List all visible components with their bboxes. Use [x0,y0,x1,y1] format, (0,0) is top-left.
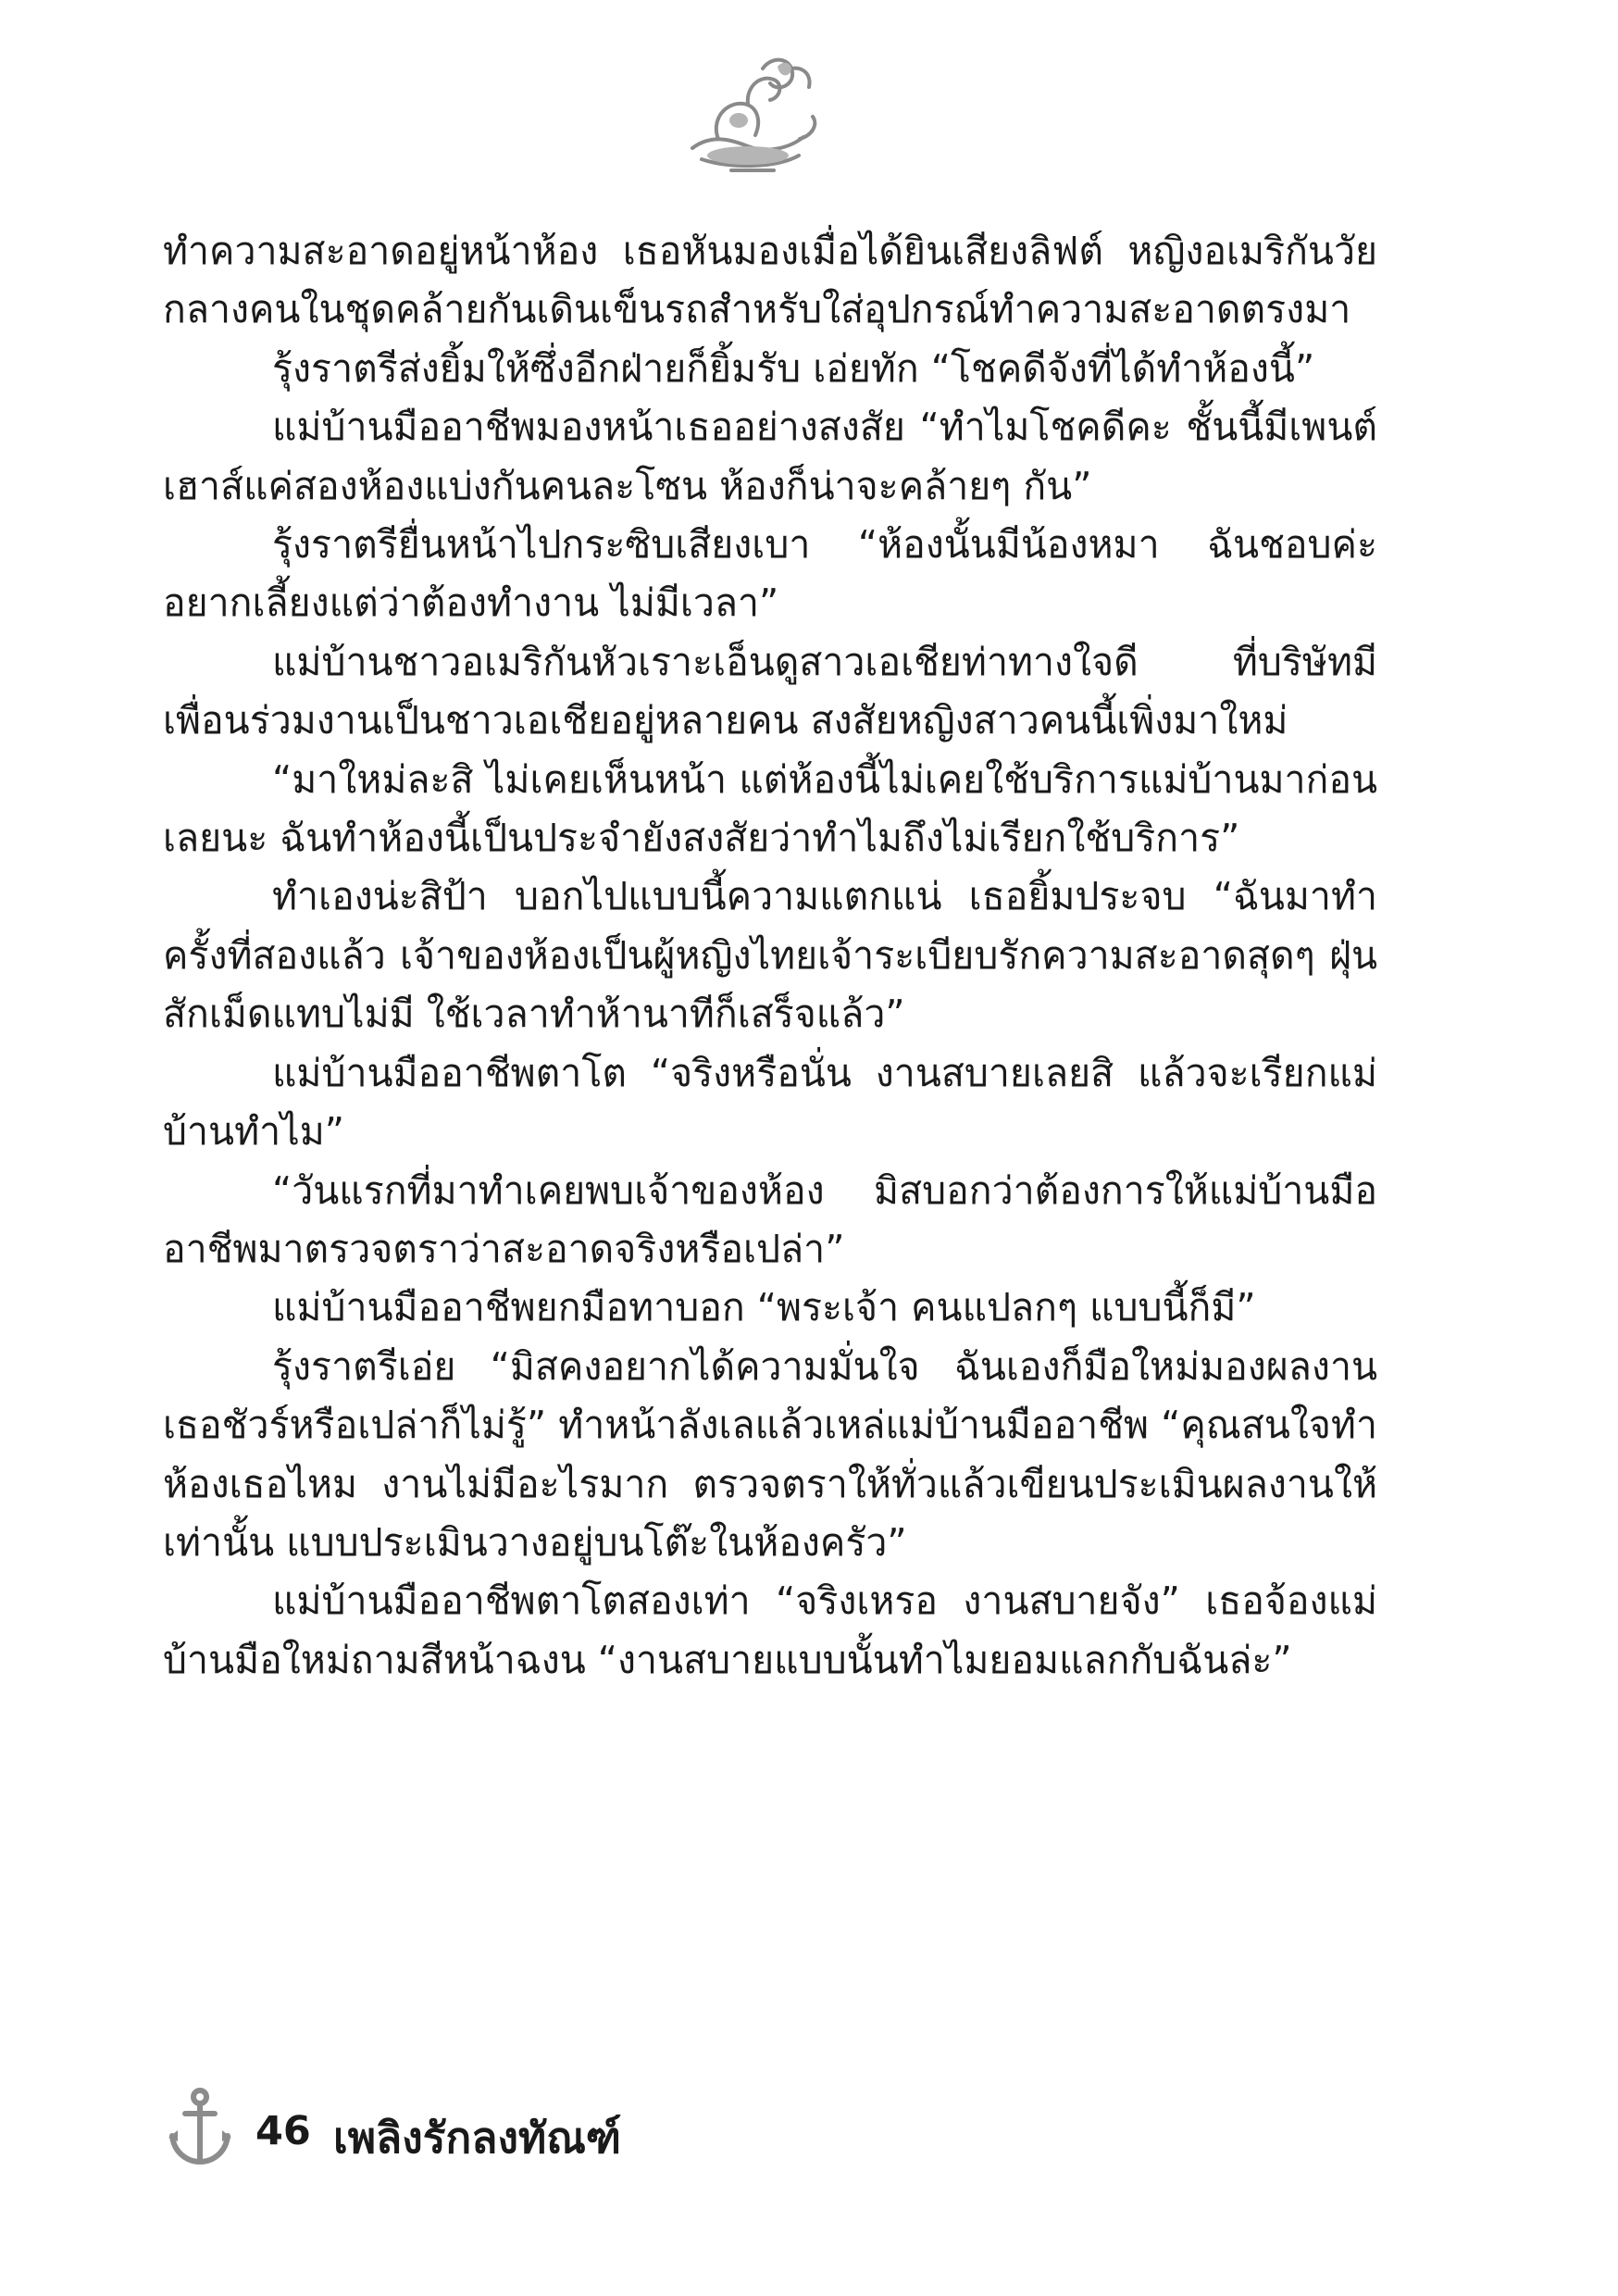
paragraph: ทำเองน่ะสิป้า บอกไปแบบนี้ความแตกแน่ เธอยิ้มประจบ “ฉันมาทำครั้งที่สองแล้ว เจ้าของห้องเป็นผู้หญิงไทยเจ้าระเบียบรักความสะอาดสุดๆ ฝุ่นสักเม็ดแทบไม่มี ใช้เวลาทำห้านาทีก็เสร็จแล้ว” [163,874,1377,1037]
page-footer [167,2088,815,2171]
paragraph: แม่บ้านชาวอเมริกันหัวเราะเอ็นดูสาวเอเชียท่าทางใจดี ที่บริษัทมีเพื่อนร่วมงานเป็นชาวเอเชียอยู่หลายคน สงสัยหญิงสาวคนนี้เพิ่งมาใหม่ [163,639,1377,743]
page-number: 46 [255,2108,311,2154]
paragraph: แม่บ้านมืออาชีพตาโต “จริงหรือนั่น งานสบายเลยสิ แล้วจะเรียกแม่บ้านทำไม” [163,1050,1377,1154]
paragraph: รุ้งราตรียื่นหน้าไปกระซิบเสียงเบา “ห้องนั้นมีน้องหมา ฉันชอบค่ะ อยากเลี้ยงแต่ว่าต้องทำงาน ไม่มีเวลา” [163,522,1377,626]
paragraph: รุ้งราตรีเอ่ย “มิสคงอยากได้ความมั่นใจ ฉันเองก็มือใหม่มองผลงานเธอชัวร์หรือเปล่าก็ไม่รู้” ทำหน้าลังเลแล้วเหล่แม่บ้านมืออาชีพ “คุณสนใจทำห้องเธอไหม งานไม่มีอะไรมาก ตรวจตราให้ทั่วแล้วเขียนประเมินผลงานให้เท่านั้น แบบประเมินวางอยู่บนโต๊ะในห้องครัว” [163,1343,1377,1565]
book-title: เพลิงรักลงทัณฑ์ [333,2113,622,2163]
paragraph: ทำความสะอาดอยู่หน้าห้อง เธอหันมองเมื่อได้ยินเสียงลิฟต์ หญิงอเมริกันวัยกลางคนในชุดคล้ายกันเดินเข็นรถสำหรับใส่อุปกรณ์ทำความสะอาดตรงมา [163,229,1377,332]
body-text [163,222,1377,1690]
paragraph: แม่บ้านมืออาชีพตาโตสองเท่า “จริงเหรอ งานสบายจัง” เธอจ้องแม่บ้านมือใหม่ถามสีหน้าฉงน “งานสบายแบบนั้นทำไมยอมแลกกับฉันล่ะ” [163,1578,1377,1682]
paragraph: รุ้งราตรีส่งยิ้มให้ซึ่งอีกฝ่ายก็ยิ้มรับ เอ่ยทัก “โชคดีจังที่ได้ทำห้องนี้” [272,345,1315,391]
paragraph: แม่บ้านมืออาชีพมองหน้าเธออย่างสงสัย “ทำไมโชคดีคะ ชั้นนี้มีเพนต์เฮาส์แค่สองห้องแบ่งกันคนละโซน ห้องก็น่าจะคล้ายๆ กัน” [163,405,1377,508]
anchor-icon [167,2088,233,2167]
genie-lamp-icon [674,46,822,185]
paragraph: “มาใหม่ละสิ ไม่เคยเห็นหน้า แต่ห้องนี้ไม่เคยใช้บริการแม่บ้านมาก่อนเลยนะ ฉันทำห้องนี้เป็นประจำยังสงสัยว่าทำไมถึงไม่เรียกใช้บริการ” [163,756,1377,861]
paragraph: แม่บ้านมืออาชีพยกมือทาบอก “พระเจ้า คนแปลกๆ แบบนี้ก็มี” [272,1285,1256,1330]
paragraph: “วันแรกที่มาทำเคยพบเจ้าของห้อง มิสบอกว่าต้องการให้แม่บ้านมืออาชีพมาตรวจตราว่าสะอาดจริงหรือเปล่า” [163,1167,1377,1271]
